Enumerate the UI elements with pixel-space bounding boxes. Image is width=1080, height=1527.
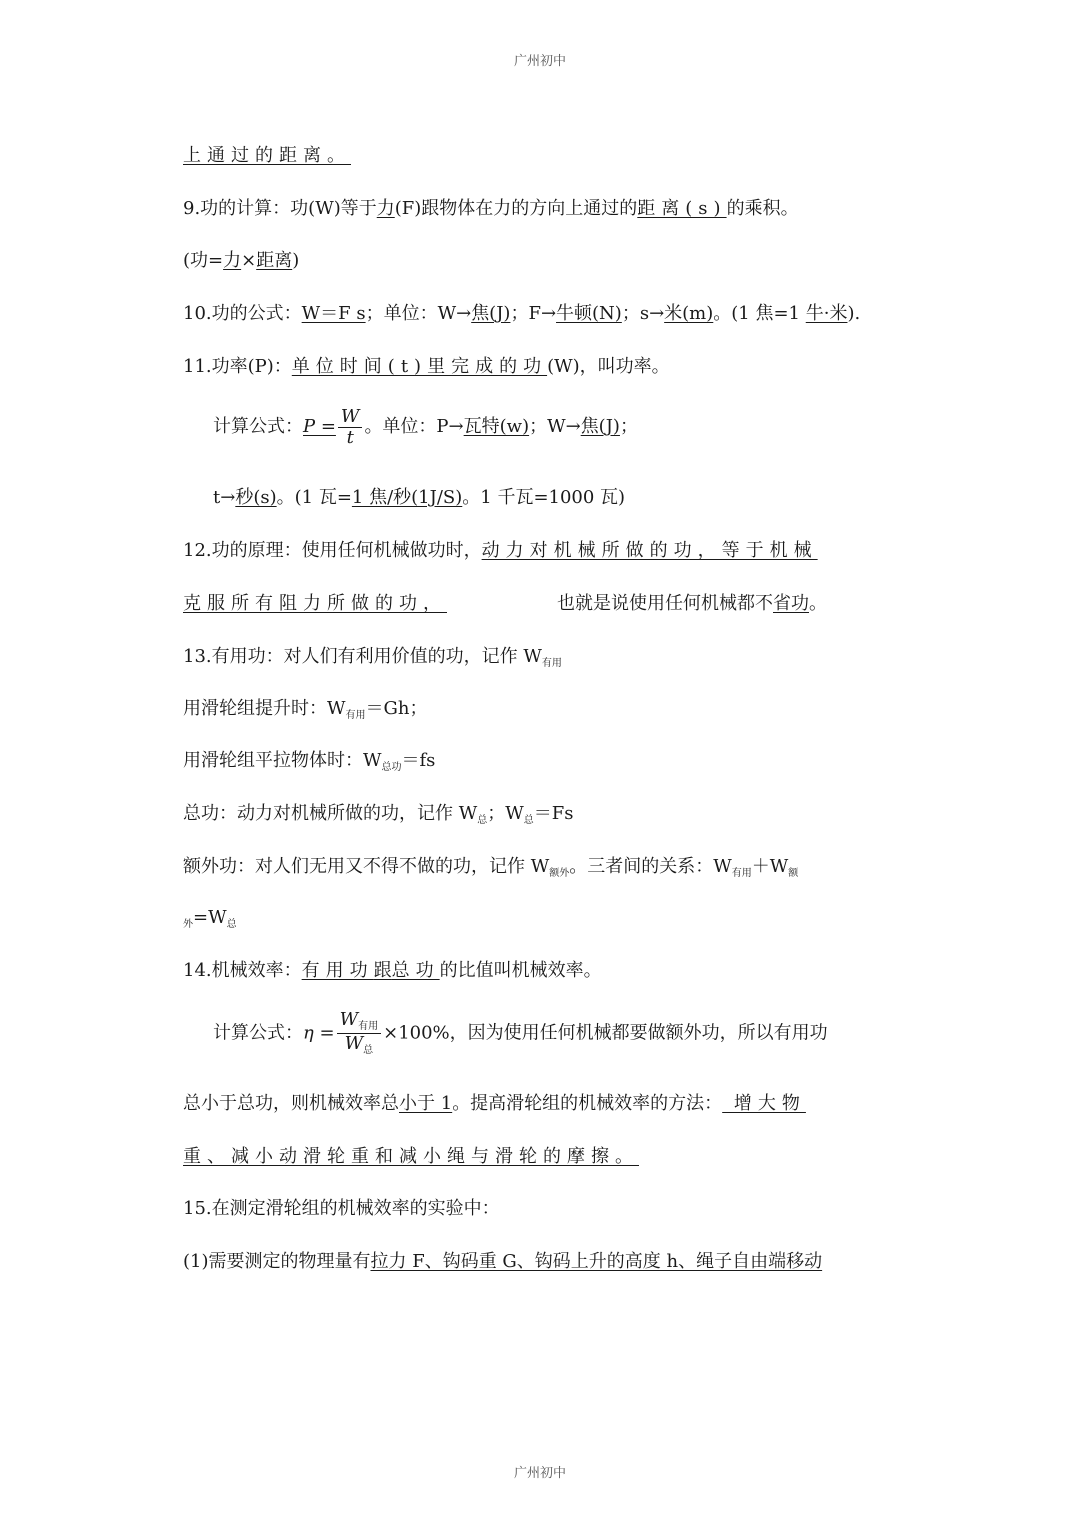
- text: (W)，叫功率。: [547, 356, 670, 377]
- text-line: [183, 1145, 639, 1169]
- text: ；单位：W→: [365, 303, 472, 324]
- text: 用滑轮组平拉物体时：W: [183, 750, 382, 771]
- answer-fill: 增大物: [722, 1093, 806, 1114]
- text: =W: [193, 907, 227, 928]
- text: ；s→: [621, 303, 665, 324]
- item-15: [183, 1197, 500, 1221]
- power-fraction: [338, 407, 363, 448]
- subscript: 总: [523, 815, 534, 826]
- power-formula-line: [213, 405, 638, 449]
- answer-fill: 焦(J): [471, 303, 511, 324]
- text: (1)需要测定的物理量有: [183, 1251, 371, 1272]
- item-14: [183, 959, 602, 983]
- answer-fill: 力: [376, 198, 395, 219]
- text: 11.功率(P)：: [183, 356, 292, 377]
- numerator: W: [338, 407, 363, 428]
- percent: ×100%: [383, 1022, 450, 1044]
- item-12-cont: [183, 592, 827, 616]
- text: 计算公式：: [213, 416, 303, 437]
- text: 的乘积。: [726, 198, 799, 219]
- w-symbol: W: [339, 1009, 359, 1030]
- item-12: [183, 539, 818, 563]
- subscript: 有用: [358, 1021, 379, 1032]
- text: 13.有用功：对人们有利用价值的功，记作 W: [183, 646, 542, 667]
- text: (F)跟物体在力的方向上通过的: [394, 198, 638, 219]
- formula-lhs: P =: [303, 416, 336, 437]
- answer-fill: 省功: [773, 593, 809, 614]
- subscript: 有用: [345, 710, 366, 721]
- item-13: [183, 645, 562, 672]
- subscript: 总: [226, 919, 237, 930]
- item-9: [183, 197, 799, 221]
- text-line: [183, 1092, 806, 1116]
- answer-fill: 小于 1: [399, 1093, 453, 1114]
- answer-fill: 力: [223, 250, 242, 271]
- text: 总功：动力对机械所做的功，记作 W: [183, 803, 478, 824]
- text: 。1 千瓦=1000 瓦): [462, 487, 626, 508]
- answer-fill: 距离: [256, 250, 293, 271]
- text-line: [183, 906, 237, 933]
- item-11: [183, 355, 670, 379]
- text: 15.在测定滑轮组的机械效率的实验中：: [183, 1198, 500, 1219]
- denominator: [337, 1034, 382, 1057]
- efficiency-formula-line: [213, 1010, 828, 1057]
- subscript: 总: [363, 1045, 374, 1056]
- page-header: 广州初中: [513, 54, 566, 69]
- answer-fill: 距离(s): [637, 198, 727, 219]
- text-line: [183, 144, 351, 168]
- answer-fill: 重、减小动滑轮重和减小绳与滑轮的摩擦。: [183, 1146, 639, 1167]
- answer-fill: 动力对机械所做的功，等于机械: [481, 540, 818, 561]
- answer-fill: 1 焦/秒(1J/S): [351, 487, 463, 508]
- text: ；W: [487, 803, 524, 824]
- answer-fill: W＝F s: [301, 303, 366, 324]
- text: t→: [213, 487, 236, 508]
- answer-fill: 有用功: [301, 960, 374, 981]
- text: 总小于总功，则机械效率总: [183, 1093, 399, 1114]
- text: (功=: [183, 250, 224, 271]
- text: 14.机械效率：: [183, 960, 302, 981]
- subscript: 总功: [381, 762, 402, 773]
- text: ，因为使用任何机械都要做额外功，所以有用功: [449, 1022, 828, 1044]
- w-symbol: W: [344, 1033, 364, 1054]
- text-line: [183, 697, 428, 724]
- subscript: 额外: [549, 868, 570, 879]
- text: 10.功的公式：: [183, 303, 302, 324]
- text: 额外功：对人们无用又不得不做的功，记作 W: [183, 856, 550, 877]
- subscript: 有用: [541, 658, 562, 669]
- text: ＝fs: [401, 750, 436, 771]
- text: ).: [847, 303, 861, 324]
- text: ；W→: [529, 416, 581, 437]
- answer-fill: 焦(J): [580, 416, 620, 437]
- text: 。单位：P→: [364, 416, 464, 437]
- item-9-note: [183, 249, 299, 273]
- text: 计算公式：: [213, 1022, 303, 1044]
- text: 。三者间的关系：W: [569, 856, 732, 877]
- answer-fill: 牛顿(N): [556, 303, 622, 324]
- answer-fill: 拉力 F、钩码重 G、钩码上升的高度 h、绳子自由端移动: [370, 1251, 823, 1272]
- text: ＝Gh；: [365, 698, 428, 719]
- subscript: 总: [477, 815, 488, 826]
- subscript: 外: [183, 919, 193, 930]
- text: 。: [809, 593, 827, 614]
- text-line: [183, 749, 435, 776]
- text: ；F→: [510, 303, 557, 324]
- answer-fill: 总功: [391, 960, 440, 981]
- text: 的比值叫机械效率。: [439, 960, 602, 981]
- answer-fill: 米(m): [664, 303, 714, 324]
- answer-fill: 克服所有阻力所做的功，: [183, 593, 447, 614]
- answer-fill: 牛·米: [805, 303, 848, 324]
- item-10: [183, 302, 860, 326]
- answer-fill: 单位时间(t)里完成的功: [291, 356, 548, 377]
- text: ×: [241, 250, 257, 271]
- text: 用滑轮组提升时：W: [183, 698, 346, 719]
- text: 。提高滑轮组的机械效率的方法：: [452, 1093, 723, 1114]
- text: 9.功的计算：功(W)等于: [183, 198, 377, 219]
- text: ；: [619, 416, 638, 437]
- text: 。(1 焦=1: [713, 303, 806, 324]
- text: ＝Fs: [533, 803, 574, 824]
- denominator: t: [346, 426, 354, 448]
- text: ＋W: [751, 856, 789, 877]
- page-footer: 广州初中: [513, 1466, 566, 1481]
- efficiency-fraction: [337, 1010, 382, 1057]
- item-15-1: [183, 1250, 822, 1274]
- text: 12.功的原理：使用任何机械做功时，: [183, 540, 482, 561]
- formula-lhs: η =: [303, 1022, 335, 1044]
- subscript: 额: [788, 868, 799, 879]
- answer-fill: 上通过的距离。: [183, 145, 351, 166]
- text: ): [292, 250, 300, 271]
- answer-fill: 瓦特(w): [463, 416, 530, 437]
- text: 。(1 瓦=: [276, 487, 352, 508]
- answer-fill: 秒(s): [235, 487, 277, 508]
- numerator: [337, 1010, 382, 1034]
- subscript: 有用: [731, 868, 752, 879]
- text: 也就是说使用任何机械都不: [557, 593, 773, 614]
- text: 跟: [373, 960, 392, 981]
- unit-line: [213, 486, 625, 510]
- text-line: [183, 855, 798, 882]
- text-line: [183, 802, 573, 829]
